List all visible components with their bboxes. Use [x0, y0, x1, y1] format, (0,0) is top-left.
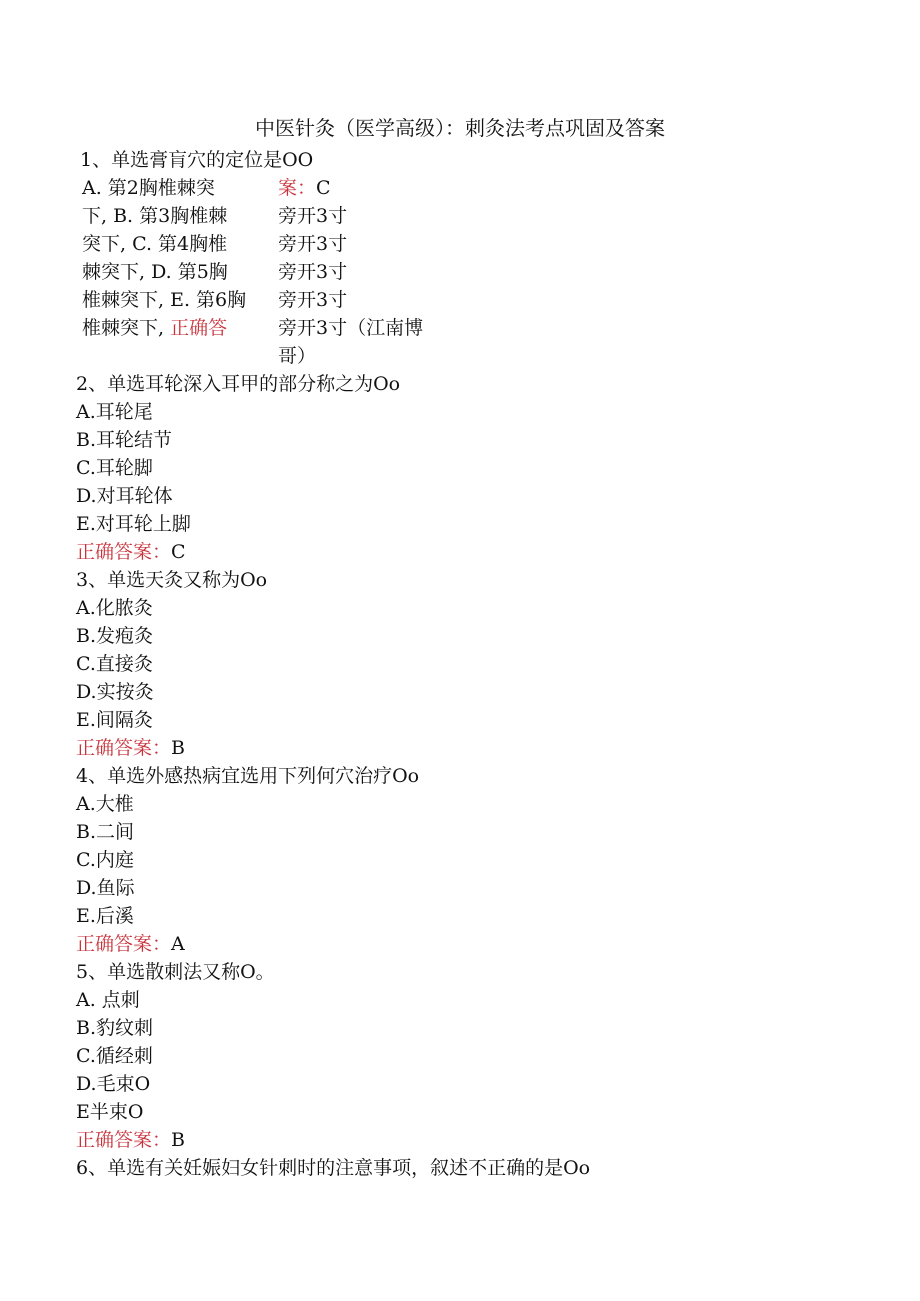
- question-4-answer-line: [76, 930, 185, 958]
- question-1-left-line: 棘突下, D. 第5胸: [82, 261, 228, 283]
- answer-value: C: [171, 541, 186, 563]
- question-5-option: A. 点刺: [76, 989, 140, 1011]
- question-5-option: D.毛束O: [76, 1073, 151, 1095]
- question-4-option: C.内庭: [76, 849, 134, 871]
- question-1-right-line-first: [278, 174, 331, 202]
- question-3-option: B.发疱灸: [76, 625, 154, 647]
- question-4-option: A.大椎: [76, 793, 134, 815]
- question-5-option: B.豹纹刺: [76, 1017, 154, 1039]
- answer-label: 正确答案：: [76, 933, 172, 955]
- question-2-option: A.耳轮尾: [76, 401, 153, 423]
- answer-label: 正确答案：: [76, 737, 172, 759]
- question-2-option: D.对耳轮体: [76, 485, 173, 507]
- question-1-right-line: 旁开3寸: [278, 205, 348, 227]
- answer-value: B: [171, 737, 185, 759]
- answer-value: A: [171, 933, 185, 955]
- question-2-option: E.对耳轮上脚: [76, 513, 191, 535]
- question-5-stem: 5、单选散刺法又称O。: [76, 961, 275, 983]
- question-4-option: E.后溪: [76, 905, 134, 927]
- question-1-left-line: 下, B. 第3胸椎棘: [82, 205, 228, 227]
- question-3-option: A.化脓灸: [76, 597, 153, 619]
- question-4-option: B.二间: [76, 821, 135, 843]
- question-3-option: E.间隔灸: [76, 709, 153, 731]
- question-3-option: D.实按灸: [76, 681, 154, 703]
- question-1-left-line: 突下, C. 第4胸椎: [82, 233, 228, 255]
- question-1-left-line-last: [82, 314, 227, 342]
- question-1-left-text: 椎棘突下,: [82, 317, 171, 339]
- question-6-stem: 6、单选有关妊娠妇女针刺时的注意事项，叙述不正确的是Oo: [76, 1157, 591, 1179]
- question-1-answer: C: [316, 177, 331, 199]
- question-1-answer-label-part: 正确答: [170, 317, 228, 339]
- question-3-option: C.直接灸: [76, 653, 153, 675]
- question-1-left-line: A. 第2胸椎棘突: [82, 177, 215, 199]
- question-1-right-line: 旁开3寸: [278, 233, 348, 255]
- question-1-answer-label-part: 案：: [278, 177, 317, 199]
- question-1-right-line: 旁开3寸: [278, 261, 348, 283]
- question-5-option: C.循经刺: [76, 1045, 153, 1067]
- question-4-option: D.鱼际: [76, 877, 135, 899]
- question-2-option: C.耳轮脚: [76, 457, 153, 479]
- answer-label: 正确答案：: [76, 1129, 172, 1151]
- question-2-stem: 2、单选耳轮深入耳甲的部分称之为Oo: [76, 373, 401, 395]
- question-1-right-line: 哥）: [278, 345, 317, 367]
- question-1-right-line: 旁开3寸（江南博: [278, 317, 424, 339]
- question-3-stem: 3、单选天灸又称为Oo: [76, 569, 268, 591]
- question-1-right-line: 旁开3寸: [278, 289, 348, 311]
- answer-value: B: [171, 1129, 185, 1151]
- question-1-left-line: 椎棘突下, E. 第6胸: [82, 289, 247, 311]
- document-title: 中医针灸（医学高级）：刺灸法考点巩固及答案: [255, 116, 665, 140]
- question-2-answer-line: [76, 538, 186, 566]
- question-5-option: E半束O: [76, 1101, 144, 1123]
- question-3-answer-line: [76, 734, 185, 762]
- question-5-answer-line: [76, 1126, 185, 1154]
- answer-label: 正确答案：: [76, 541, 172, 563]
- question-4-stem: 4、单选外感热病宜选用下列何穴治疗Oo: [76, 765, 420, 787]
- question-2-option: B.耳轮结节: [76, 429, 173, 451]
- question-1-stem: 1、单选膏肓穴的定位是OO: [80, 149, 314, 171]
